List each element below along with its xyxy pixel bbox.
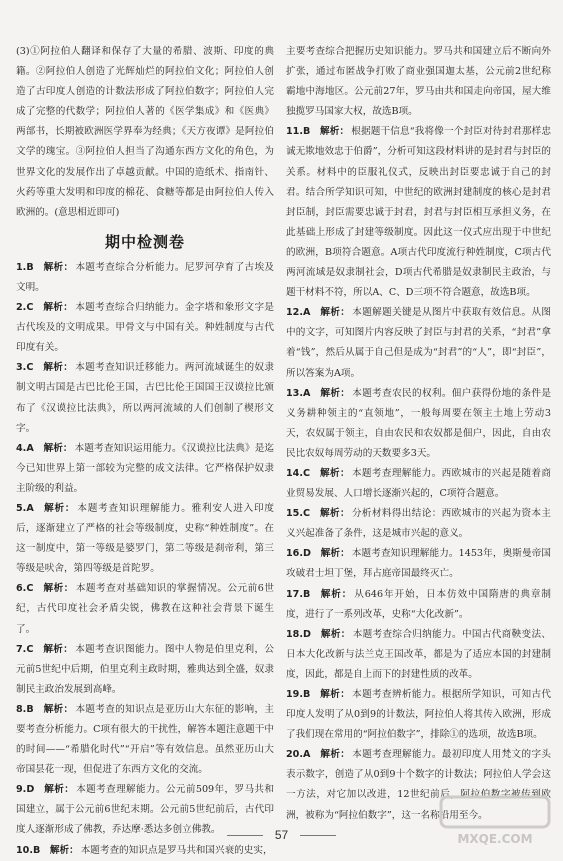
watermark-text: MXQE.COM [457,832,533,846]
answer-item [286,585,551,625]
answer-item [286,384,551,464]
answer-text: 根据题干信息“我将像一个封臣对待封君那样忠诚无欺地效忠于伯爵”，分析可知这段材料讲的是封君与封臣的关系。材料中的臣服礼仪式，反映出封臣要忠诚于自己的封君。结合所学知识可知，中世纪的欧洲封建制度的核心是封君封臣制，封臣需要忠诚于封君，封君与封臣相互承担义务，在此基础上形成了封建等级制度。因此这一仪式应出现于中世纪的欧洲，B项符合题意。A项古代印度流行种姓制度，C项古代两河流域是奴隶制社会，D项古代希腊是奴隶制民主政治，与题干材料不符，所以A、C、D三项不符合题意，故选B项。 [286,126,552,299]
analysis-label: 解析： [43,261,74,273]
answer-text: 本题考查理解能力。最初印度人用梵文的字头表示数字，创造了从0到9十个数字的计数法；阿拉伯人学会这一方法，对它加以改进，12世纪前后，阿拉伯数字被传到欧洲，被称为“阿拉伯数字”，这一名称沿用至今。 [286,749,552,821]
page-number-footer [0,828,563,842]
analysis-label: 解析： [319,689,351,700]
analysis-label: 解析： [320,628,351,640]
answer-text: 本题考查的知识点是亚历山大东征的影响，主要考查分析能力。C项有很大的干扰性，解答本题注意题干中的时间——“希腊化时代”“开启”等有效信息。虽然亚历山大帝国昙花一现，但促进了东西方文化的交流。 [16,703,275,776]
answer-number: 8.B [16,703,34,715]
answer-text: 本题解题关键是从图片中获取有效信息。从图中的文字，可知图片内容反映了封臣与封君的关系，“封君”拿着“钱”，然后从属于自己但是成为“封君”的“人”，即“封臣”，所以答案为A项。 [286,307,552,379]
analysis-label: 解析： [319,508,350,520]
answer-number: 18.D [286,628,311,640]
answer-text: 本题考查综合归纳能力。金字塔和象形文字是古代埃及的文明成果。甲骨文与中国有关。种姓制度与古代印度有关。 [16,302,275,354]
answer-number: 2.C [16,302,34,314]
answer-item [16,258,274,298]
answer-list-left [16,258,274,861]
answer-item [286,685,551,745]
answer-item [16,700,274,780]
answer-number: 7.C [16,643,34,655]
answer-text: 本题考查知识运用能力。《汉谟拉比法典》是迄今已知世界上第一部较为完整的成文法律。它严格保护奴隶主阶级的利益。 [16,442,275,494]
answer-text: 分析材料得出结论：西欧城市的兴起为资本主义兴起准备了条件，这是城市兴起的意义。 [286,508,552,540]
analysis-label: 解析： [320,387,351,399]
analysis-label: 解析： [43,703,74,715]
intro-paragraph: (3)①阿拉伯人翻译和保存了大量的希腊、波斯、印度的典籍。②阿拉伯人创造了光辉灿烂的阿拉伯文化；阿拉伯人创造了古印度人创造的计数法形成了阿拉伯数字；阿拉伯人完成了完整的代数学；阿拉伯人著的《医学集成》和《医典》两部书，长期被欧洲医学界奉为经典；《天方夜谭》是阿拉伯文学的瑰宝。③阿拉伯人担当了沟通东西方文化的角色，为世界文化的发展作出了卓越贡献。中国的造纸术、指南针、火药等重大发明和印度的棉花、食糖等都是由阿拉伯人传入欧洲的。(意思相近即可) [16,46,274,218]
answer-item [286,544,551,584]
right-column [286,42,551,826]
answer-item [286,745,551,825]
footer-rule-left [227,835,263,836]
answer-number: 4.A [16,442,34,454]
answer-text: 本题考查理解能力。西欧城市的兴起是随着商业贸易发展、人口增长逐渐兴起的，C项符合题意。 [286,467,552,500]
answer-text: 本题考查综合归纳能力。中国古代商鞅变法、日本大化改新与法兰克王国改革，都是为了适应本国的封建制度，因此，都是自上而下的封建性质的改革。 [286,628,552,680]
answer-number: 12.A [286,307,311,319]
answer-number: 15.C [286,508,311,520]
answer-number: 20.A [286,749,311,761]
analysis-label: 解析： [319,588,353,600]
answer-number: 19.B [286,689,311,700]
answer-text: 本题考查对基础知识的掌握情况。公元前6世纪，古代印度社会矛盾尖锐，佛教在这种社会背景下诞生了。 [16,583,274,635]
answer-number: 17.B [286,588,311,600]
footer-rule-right [300,835,336,836]
answer-number: 16.D [286,548,311,560]
answer-item [16,358,274,438]
answer-number: 6.C [16,583,34,595]
section-title: 期中检测卷 [104,232,185,251]
answer-item [286,625,551,685]
answer-text: 本题考查知识理解能力。雅利安人进入印度后，逐渐建立了严格的社会等级制度，史称“种姓制度”。在这一制度中，第一等级是婆罗门，第二等级是刹帝利，第三等级是吠舍，第四等级是首陀罗。 [16,502,275,575]
answer-item [16,499,274,579]
analysis-label: 解析： [42,583,74,595]
answer-item [16,579,274,639]
answer-number: 3.C [16,362,34,374]
answer-list-right [286,42,551,826]
answer-number: 13.A [286,387,311,399]
page-number: 57 [274,828,289,842]
answer-item [16,640,274,700]
analysis-label: 解析： [42,362,74,374]
answer-text: 本题考查辨析能力。根据所学知识，可知古代印度人发明了从0到9的计数法，阿拉伯人将其传入欧洲，形成了我们现在常用的“阿拉伯数字”，排除①的选项，故选B项。 [286,689,552,741]
answer-item [16,439,274,499]
answer-item [286,464,551,504]
answer-item [286,122,551,303]
analysis-label: 解析： [319,467,350,479]
analysis-label: 解析： [42,302,74,314]
answer-number: 1.B [16,261,34,273]
answer-text: 本题考查综合分析能力。尼罗河孕育了古埃及文明。 [16,261,275,293]
answer-text: 本题考查识图能力。图中人物是伯里克利，公元前5世纪中后期，伯里克利主政时期，雅典达到全盛，奴隶制民主政治发展到高峰。 [16,643,275,695]
answer-text: 本题考查的知识点是罗马共和国兴衰的史实， [80,844,273,856]
answer-item [286,504,551,544]
answer-number: 14.C [286,467,311,479]
answer-text: 本题考查知识迁移能力。两河流域诞生的奴隶制文明古国是古巴比伦王国，古巴比伦王国国王汉谟拉比颁布了《汉谟拉比法典》，所以两河流域的人们创制了楔形文字。 [16,362,275,434]
analysis-label: 解析： [320,749,351,761]
left-column [16,42,274,861]
analysis-label: 解析： [43,784,75,796]
answer-number: 9.D [16,784,35,796]
answer-text: 主要考查综合把握历史知识能力。罗马共和国建立后不断向外扩张，通过布匿战争打败了商业强国迦太基，公元前2世纪称霸地中海地区。公元前27年，罗马由共和国走向帝国，屋大维独揽罗马国家大权，故选B项。 [286,46,551,118]
analysis-label: 解析： [43,502,76,514]
answer-text: 从646年开始，日本仿效中国隋唐的典章制度，进行了一系列改革，史称“大化改新”。 [286,588,552,620]
analysis-label: 解析： [320,548,350,560]
answer-text: 本题考查知识理解能力。1453年，奥斯曼帝国攻破君士坦丁堡，拜占庭帝国最终灭亡。 [286,548,551,580]
analysis-label: 解析： [319,126,350,138]
analysis-label: 解析： [42,643,74,655]
answer-number: 11.B [286,126,311,138]
answer-number: 5.A [16,502,34,514]
answer-text: 本题考查理解能力。公元前509年，罗马共和国建立，属于公元前6世纪末期。公元前5世纪前后，古代印度人逐渐形成了佛教，乔达摩·悉达多创立佛教。 [16,784,274,836]
analysis-label: 解析： [43,442,73,454]
answer-item [286,42,551,122]
answer-item [286,303,551,383]
answer-text: 本题考查农民的权利。佃户获得份地的条件是义务耕种领主的“直领地”，一般每周要在领主土地上劳动3天，农奴属于领主，自由农民和农奴都是佃户，因此，自由农民比农奴每周劳动的天数要多3天。 [286,387,552,459]
analysis-label: 解析： [320,307,351,319]
analysis-label: 解析： [49,844,79,856]
answer-number: 10.B [16,844,41,856]
answer-item [16,298,274,358]
